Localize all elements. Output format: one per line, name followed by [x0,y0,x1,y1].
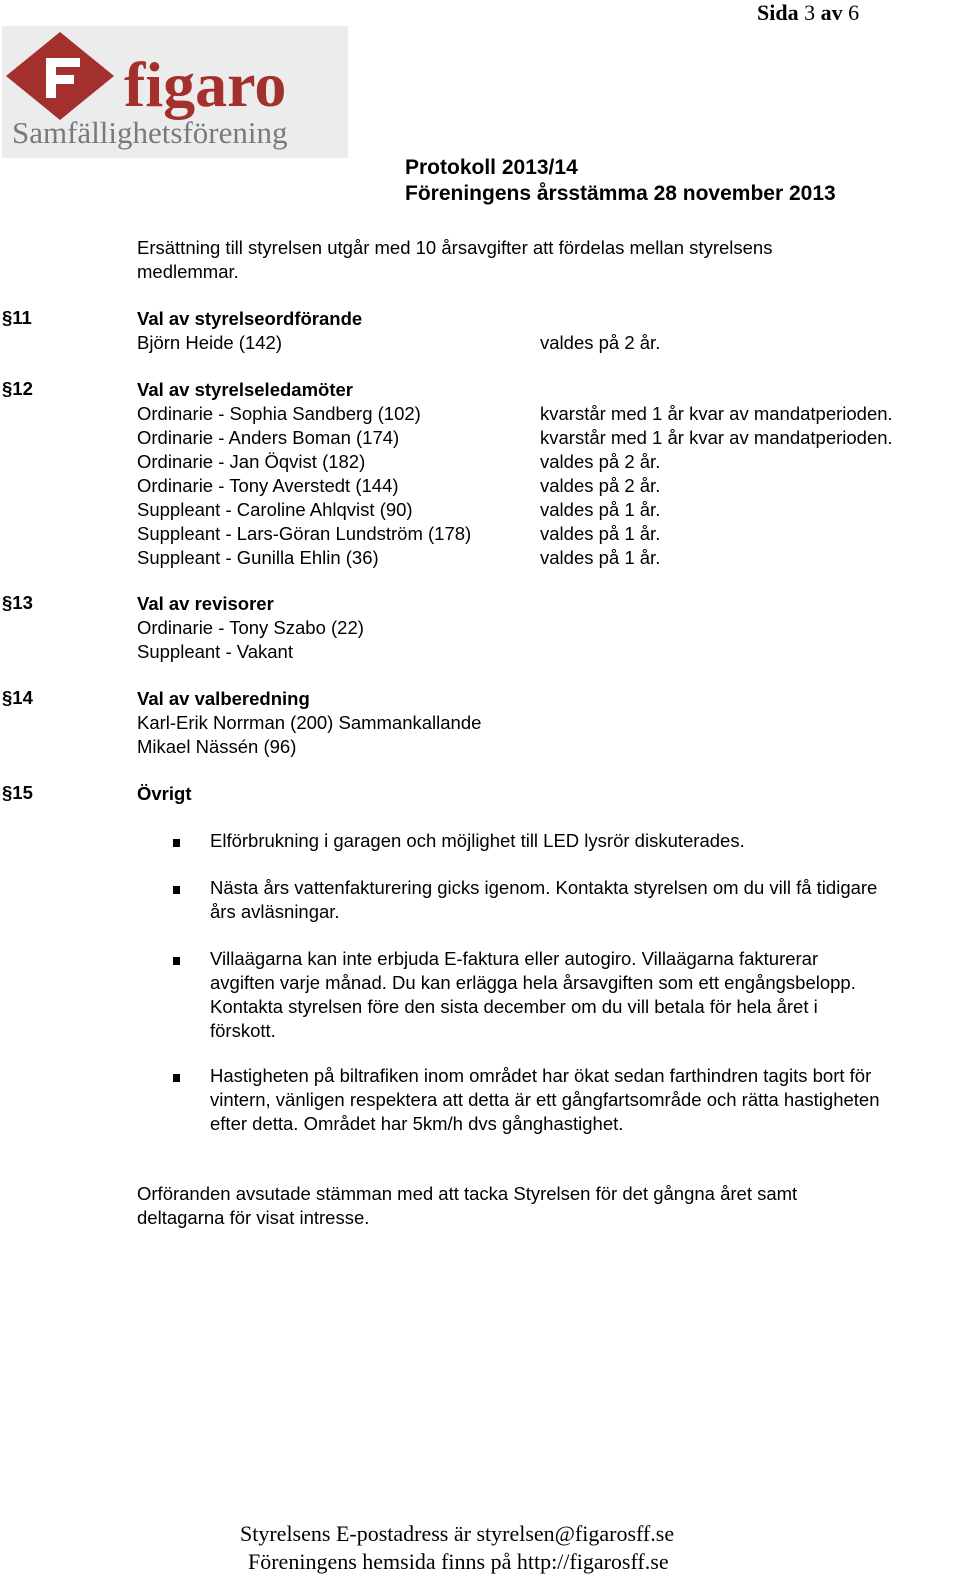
section-line: Ordinarie - Tony Szabo (22) [137,617,364,638]
bullet-text [210,876,960,924]
logo-subtitle-text: Samfällighetsförening [12,115,288,150]
closing-line: Orföranden avsutade stämman med att tacka Styrelsen för det gångna året samt [137,1183,798,1204]
bullet-line: förskott. [210,1020,276,1041]
election-name: Ordinarie - Jan Öqvist (182) [137,451,366,472]
election-note: valdes på 1 år. [540,547,661,568]
bullet-line: avgiften varje månad. Du kan erlägga hela årsavgiften som ett engångsbelopp. [210,972,856,993]
section-number: §15 [2,782,33,803]
bullet-text [210,829,960,853]
election-note: valdes på 2 år. [540,332,661,353]
election-name: Ordinarie - Sophia Sandberg (102) [137,403,421,424]
section-number: §11 [2,307,32,328]
page-total: 6 [848,0,860,25]
election-note: valdes på 2 år. [540,451,661,472]
bullet-line: Kontakta styrelsen före den sista december om du vill betala för hela året i [210,996,818,1017]
section-title: Val av styrelseledamöter [137,379,353,400]
bullet-line: Hastigheten på biltrafiken inom området har ökat sedan farthindren tagits bort för [210,1065,872,1086]
bullet-line: Nästa års vattenfakturering gicks igenom. Kontakta styrelsen om du vill få tidigare [210,877,878,898]
section-number: §13 [2,592,33,613]
election-note: valdes på 1 år. [540,499,661,520]
bullet-text [210,947,960,1043]
bullet-line: års avläsningar. [210,901,340,922]
section-title: Val av valberedning [137,688,310,709]
square-bullet-icon [173,1074,180,1082]
page-label: Sida [757,0,799,25]
footer-website: Föreningens hemsida finns på http://figarosff.se [248,1549,669,1574]
election-name: Björn Heide (142) [137,332,282,353]
closing-line: deltagarna för visat intresse. [137,1207,370,1228]
section-title: Val av styrelseordförande [137,308,363,329]
logo-graphic [2,26,348,158]
election-name: Ordinarie - Tony Averstedt (144) [137,475,399,496]
bullet-line: Villaägarna kan inte erbjuda E-faktura eller autogiro. Villaägarna fakturerar [210,948,819,969]
page-separator: av [820,0,843,25]
election-name: Suppleant - Gunilla Ehlin (36) [137,547,379,568]
election-note: kvarstår med 1 år kvar av mandatperioden. [540,427,893,448]
bullet-text [210,1064,960,1136]
election-note: valdes på 1 år. [540,523,661,544]
section-line: Suppleant - Vakant [137,641,293,662]
meeting-title: Föreningens årsstämma 28 november 2013 [405,182,836,205]
election-name: Suppleant - Lars-Göran Lundström (178) [137,523,472,544]
square-bullet-icon [173,957,180,965]
bullet-line: efter detta. Området har 5km/h dvs gånghastighet. [210,1113,624,1134]
square-bullet-icon [173,886,180,894]
page-current: 3 [804,0,816,25]
protocol-title: Protokoll 2013/14 [405,156,578,179]
bullet-line: vintern, vänligen respektera att detta är ett gångfartsområde och rätta hastigheten [210,1089,880,1110]
square-bullet-icon [173,839,180,847]
footer-email: Styrelsens E-postadress är styrelsen@figarosff.se [240,1521,675,1546]
election-name: Suppleant - Caroline Ahlqvist (90) [137,499,413,520]
section-title: Val av revisorer [137,593,274,614]
page-number [757,0,859,26]
logo-brand-text: figaro [124,49,287,120]
section-number: §14 [2,687,33,708]
section-number: §12 [2,378,33,399]
election-name: Ordinarie - Anders Boman (174) [137,427,400,448]
section-title: Övrigt [137,783,192,804]
figaro-logo [2,26,348,158]
election-note: kvarstår med 1 år kvar av mandatperioden. [540,403,893,424]
election-note: valdes på 2 år. [540,475,661,496]
intro-line: medlemmar. [137,261,239,282]
bullet-line: Elförbrukning i garagen och möjlighet till LED lysrör diskuterades. [210,830,745,851]
section-line: Mikael Nässén (96) [137,736,297,757]
intro-line: Ersättning till styrelsen utgår med 10 årsavgifter att fördelas mellan styrelsens [137,237,773,258]
section-line: Karl-Erik Norrman (200) Sammankallande [137,712,482,733]
